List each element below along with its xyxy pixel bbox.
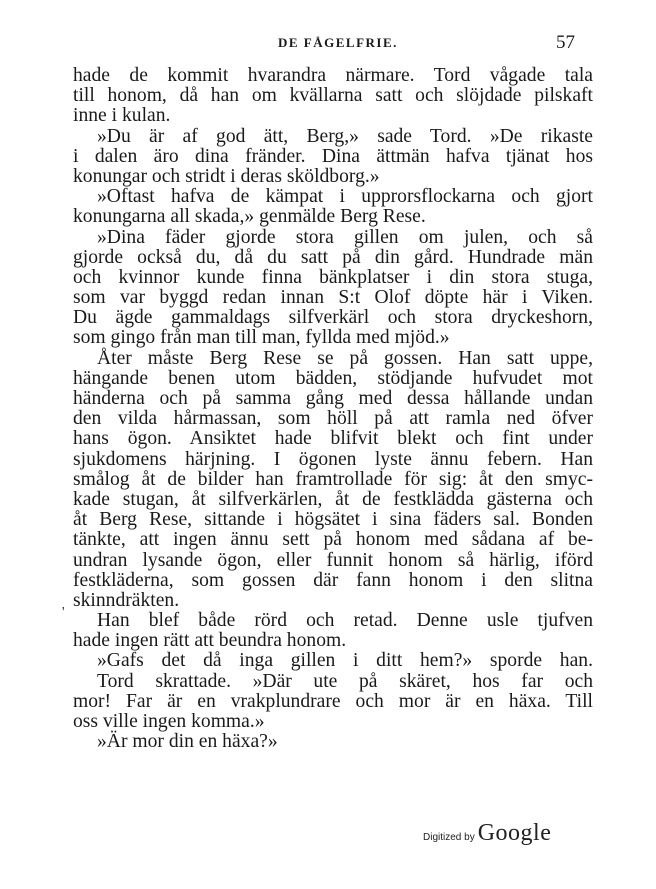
text-line: »Är mor din en häxa?» (97, 731, 278, 753)
text-line: »Dina fäder gjorde stora gillen om julen, och så (97, 226, 593, 248)
text-line: konungarna all skada,» genmälde Berg Rese. (73, 206, 426, 228)
text-line: Du ägde gammaldags silfverkärl och stora dryckeshorn, (73, 307, 593, 329)
text-line: inne i kulan. (73, 105, 171, 127)
body-text (73, 66, 593, 752)
text-line: »Du är af god ätt, Berg,» sade Tord. »De rikaste (97, 125, 593, 147)
text-line: tänkte, att ingen ännu sett på honom med sådana af be- (73, 529, 593, 551)
text-line: som var byggd redan innan S:t Olof döpte här i Viken. (73, 287, 593, 309)
text-line: åt Berg Rese, sittande i högsätet i sina fäders sal. Bonden (73, 509, 593, 531)
margin-mark: ' (62, 605, 65, 620)
text-line: oss ville ingen komma.» (73, 711, 265, 732)
text-line: konungar och stridt i deras sköldborg.» (73, 165, 380, 187)
text-line: festkläderna, som gossen där fann honom i den slitna (73, 569, 593, 591)
text-line: hans ögon. Ansiktet hade blifvit blekt och fint under (73, 428, 593, 450)
text-line: »Gafs det då inga gillen i ditt hem?» sporde han. (97, 650, 593, 672)
digitized-label: Digitized by (423, 832, 475, 843)
text-line: undran lysande ögon, eller funnit honom så härlig, iförd (73, 549, 593, 571)
text-line: Tord skrattade. »Där ute på skäret, hos far och (97, 670, 593, 692)
text-line: som gingo från man till man, fyllda med mjöd.» (73, 327, 450, 349)
running-head: DE FÅGELFRIE. (278, 35, 398, 50)
text-line: hade de kommit hvarandra närmare. Tord vågade tala (73, 65, 593, 86)
text-line: den vilda hårmassan, som höll på att ramla ned öfver (73, 408, 593, 430)
text-line: händerna och på samma gång med dessa hållande undan (73, 388, 593, 409)
text-line: smålog åt de bilder han framtrollade för sig: åt den smyc- (73, 468, 593, 490)
text-line: och kvinnor kunde finna bänkplatser i din stora stuga, (73, 266, 593, 288)
google-logo: Google (477, 820, 552, 846)
text-line: hängande benen utom bädden, stödjande hufvudet mot (73, 367, 593, 389)
text-line: Åter måste Berg Rese se på gossen. Han satt uppe, (97, 347, 593, 369)
text-line: till honom, då han om kvällarna satt och slöjdade pilskaft (73, 85, 593, 107)
text-line: skinndräkten. (73, 589, 180, 611)
text-line: Han blef både rörd och retad. Denne usle tjufven (97, 610, 593, 632)
digitized-by-watermark (423, 820, 551, 847)
page-number: 57 (556, 32, 575, 53)
text-line: sjukdomens härjning. I ögonen lyste ännu febern. Han (73, 448, 593, 470)
text-line: gjorde också du, då du satt på din gård. Hundrade män (73, 246, 593, 268)
text-line: »Oftast hafva de kämpat i upprorsflockarna och gjort (97, 186, 593, 208)
text-line: kade stugan, åt silfverkärlen, åt de festklädda gästerna och (73, 488, 593, 510)
text-line: hade ingen rätt att beundra honom. (73, 630, 347, 652)
text-line: mor! Far är en vrakplundrare och mor är en häxa. Till (73, 690, 593, 712)
text-line: i dalen äro dina fränder. Dina ättmän hafva tjänat hos (73, 145, 593, 167)
